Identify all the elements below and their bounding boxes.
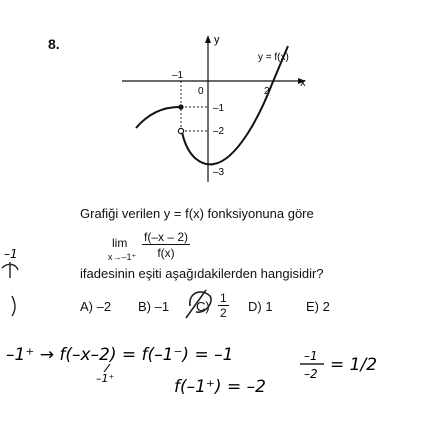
y-tick--2: –2 — [213, 126, 225, 137]
option-c-letter[interactable]: C) — [196, 299, 210, 314]
handwritten-line-1: –1⁺ → f(–x–2) = f(–1⁻) = –1 — [6, 345, 234, 365]
x-axis-label: x — [300, 77, 306, 89]
ratio-denominator: –2 — [304, 367, 318, 381]
ratio-result: = 1/2 — [330, 355, 378, 375]
limit-word: lim — [112, 236, 128, 250]
limit-numerator: f(–x – 2) — [144, 230, 189, 244]
margin-note-top: –1 — [4, 247, 18, 261]
option-a[interactable]: A) –2 — [80, 299, 112, 314]
handwritten-line-2: f(–1⁺) = –2 — [174, 377, 266, 397]
y-tick--1: –1 — [213, 103, 225, 114]
option-c-numerator: 1 — [220, 291, 227, 305]
origin-label: 0 — [198, 86, 204, 97]
y-tick--3: –3 — [213, 167, 225, 178]
ratio-numerator: –1 — [304, 349, 318, 363]
x-tick-2: 2 — [264, 86, 270, 97]
option-b[interactable]: B) –1 — [138, 299, 170, 314]
x-tick--1: –1 — [172, 70, 184, 81]
function-label: y = f(x) — [258, 52, 289, 63]
margin-paren-mark — [12, 296, 15, 316]
handwritten-arrow — [104, 364, 110, 372]
limit-subscript: x→–1⁺ — [108, 252, 137, 262]
y-axis-label: y — [214, 34, 220, 46]
handwritten-line-1-sub: –1⁺ — [96, 372, 115, 385]
option-d[interactable]: D) 1 — [248, 299, 273, 314]
question-number: 8. — [48, 36, 60, 52]
question-ask: ifadesinin eşiti aşağıdakilerden hangisidir? — [80, 266, 324, 281]
option-e[interactable]: E) 2 — [306, 299, 330, 314]
limit-denominator: f(x) — [157, 246, 175, 260]
option-c-denominator: 2 — [220, 306, 227, 320]
question-statement: Grafiği verilen y = f(x) fonksiyonuna göre — [80, 206, 314, 221]
margin-note-mid — [2, 262, 18, 278]
